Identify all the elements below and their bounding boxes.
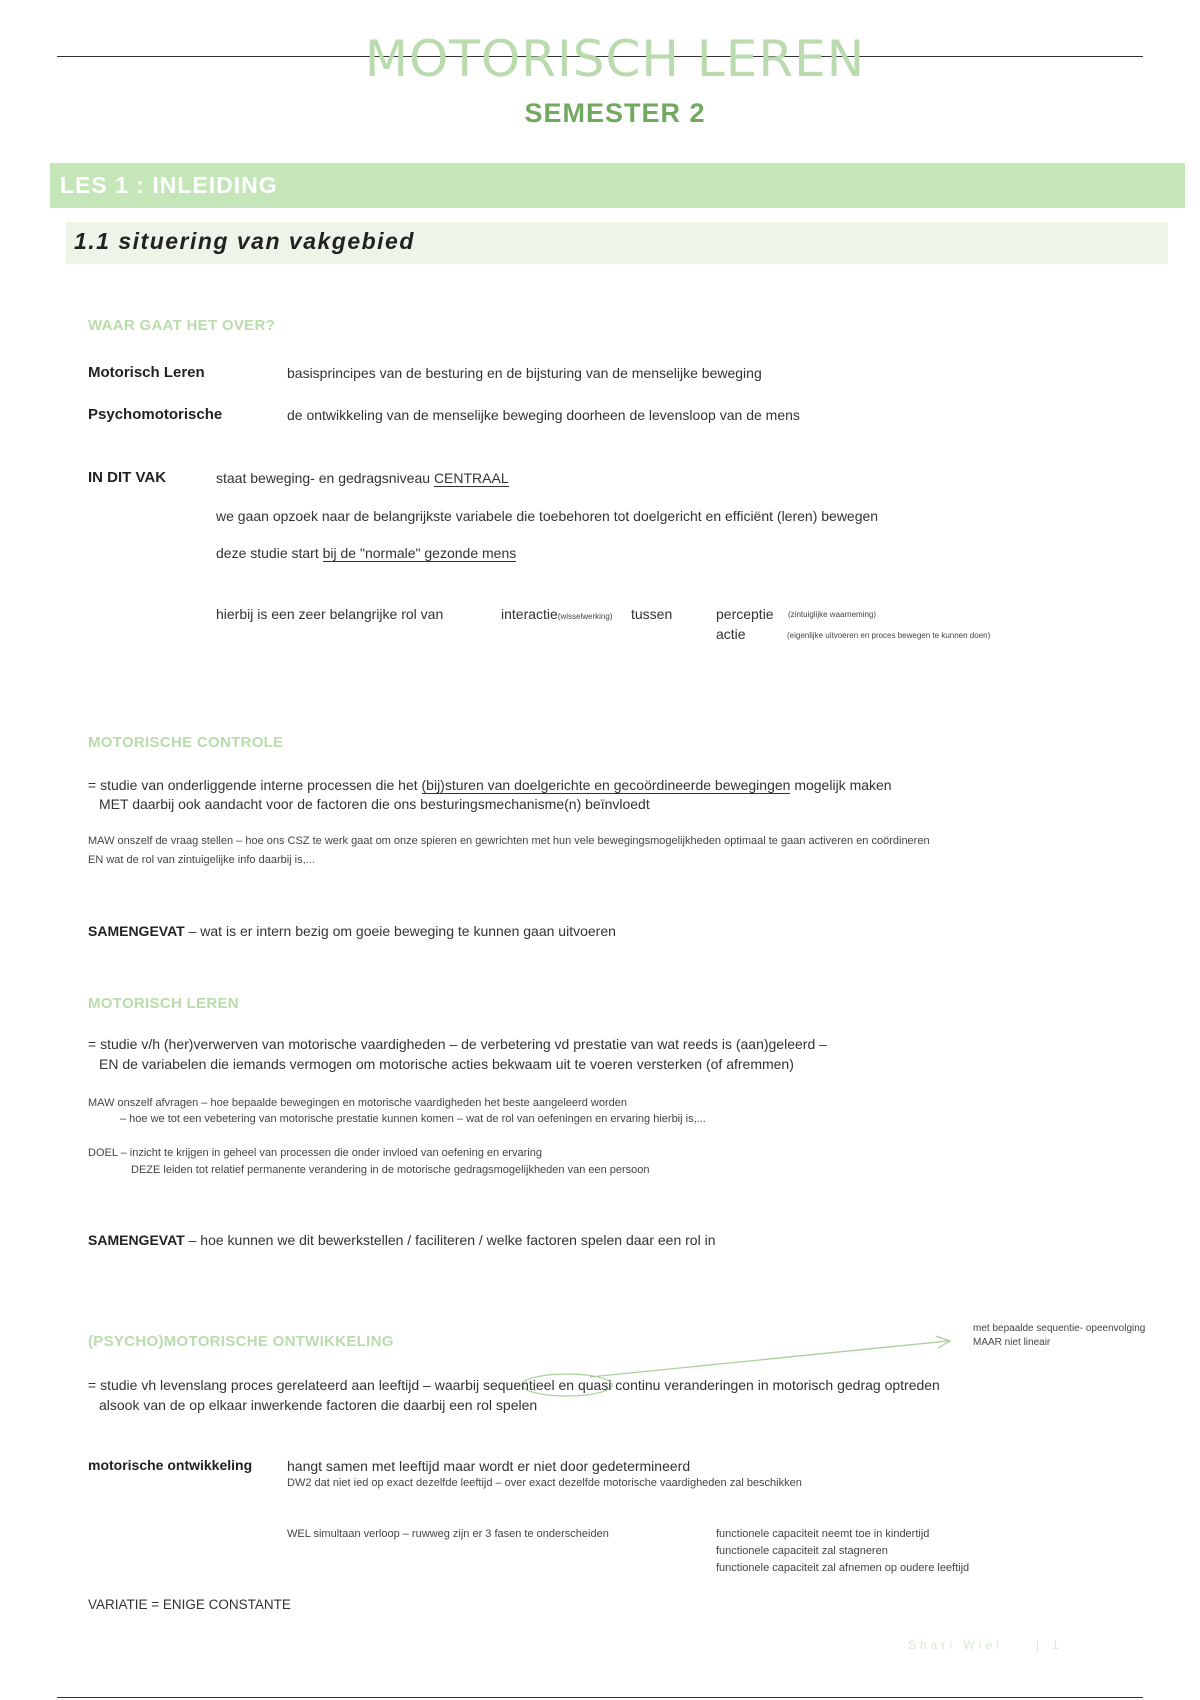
normale-mens-underlined: bij de "normale" gezonde mens [322,545,517,561]
actie-term: actie [716,626,746,642]
ontwikkeling-definition-2: alsook van de op elkaar inwerkende factoren die daarbij een rol spelen [99,1397,538,1413]
sequentie-note-2: MAAR niet lineair [973,1337,1051,1348]
section-heading-controle: MOTORISCHE CONTROLE [88,734,284,751]
fase-3: functionele capaciteit zal afnemen op oudere leeftijd [716,1562,970,1574]
footer-separator: | [1036,1638,1044,1652]
section-heading-ontwikkeling: (PSYCHO)MOTORISCHE ONTWIKKELING [88,1333,394,1350]
vak-line-3: deze studie start bij de "normale" gezonde mens [216,545,517,561]
section-heading-leren: MOTORISCH LEREN [88,995,239,1012]
fase-1: functionele capaciteit neemt toe in kindertijd [716,1528,930,1540]
perceptie-term: perceptie [716,606,774,622]
samengevat-label: SAMENGEVAT [88,1232,185,1248]
document-title: MOTORISCH LEREN [364,30,866,88]
sequentieel-circled: sequentieel [482,1377,555,1393]
controle-definition: = studie van onderliggende interne processen die het (bij)sturen van doelgerichte en gecoördineerde bewegingen mogelijk maken [88,777,892,793]
tussen-text: tussen [631,606,673,622]
perceptie-note: (zintuiglijke waarneming) [788,610,877,619]
section-heading-waar: WAAR GAAT HET OVER? [88,317,276,334]
leren-maw-2: – hoe we tot een vebetering van motorische prestatie kunnen komen – wat de rol van oefeningen en ervaring hierbij is,... [120,1113,706,1125]
fase-2: functionele capaciteit zal stagneren [716,1545,888,1557]
ontwikkeling-definition-1: = studie vh levenslang proces gerelateerd aan leeftijd – waarbij sequentieel en quasi continu veranderingen in motorisch gedrag optreden [88,1377,940,1393]
motorische-ontwikkeling-label: motorische ontwikkeling [88,1457,253,1473]
motorische-ontwikkeling-text: hangt samen met leeftijd maar wordt er niet door gedetermineerd [287,1458,691,1474]
footer-rule [57,1697,1143,1698]
bijsturen-underlined: (bij)sturen van doelgerichte en gecoördineerde bewegingen [421,777,791,793]
motorische-ontwikkeling-note: DW2 dat niet ied op exact dezelfde leeftijd – over exact dezelfde motorische vaardigheden zal beschikken [287,1477,802,1489]
actie-note: (eigenlijke uitvoeren en proces bewegen te kunnen doen) [787,631,991,640]
leren-definition-2: EN de variabelen die iemands vermogen om motorische acties bekwaam uit te voeren versterken (of afremmen) [99,1056,794,1072]
leren-definition-1: = studie v/h (her)verwerven van motorische vaardigheden – de verbetering vd prestatie van wat reeds is (aan)geleerd – [88,1036,827,1052]
footer-author: Shari Wiel [908,1638,1003,1652]
sequentie-note-1: met bepaalde sequentie- opeenvolging [973,1323,1146,1334]
controle-maw-1: MAW onszelf de vraag stellen – hoe ons CSZ te werk gaat om onze spieren en gewrichten met hun vele bewegingsmogelijkheden optimaal te gaan activeren en coördineren [88,835,930,847]
leren-summary: SAMENGEVAT – hoe kunnen we dit bewerkstellen / faciliteren / welke factoren spelen daar een rol in [88,1232,716,1248]
page-number: 1 [1052,1638,1063,1652]
document-subtitle: SEMESTER 2 [524,98,706,128]
interactie-term: interactie(wisselwerking) [501,606,613,622]
subsection-heading: 1.1 situering van vakgebied [74,228,415,254]
rol-text: hierbij is een zeer belangrijke rol van [216,606,444,622]
lesson-heading: LES 1 : INLEIDING [60,172,278,198]
desc-psychomotorische: de ontwikkeling van de menselijke beweging doorheen de levensloop van de mens [287,407,800,423]
leren-maw-1: MAW onszelf afvragen – hoe bepaalde bewegingen en motorische vaardigheden het beste aangeleerd worden [88,1097,627,1109]
centraal-underlined: CENTRAAL [433,470,509,486]
vak-label: IN DIT VAK [88,469,167,486]
wel-simultaan: WEL simultaan verloop – ruwweg zijn er 3 fasen te onderscheiden [287,1528,609,1540]
term-psychomotorische: Psychomotorische [88,406,223,423]
vak-line-1: staat beweging- en gedragsniveau CENTRAAL [216,470,509,486]
term-motorisch-leren: Motorisch Leren [88,364,205,381]
leren-doel-2: DEZE leiden tot relatief permanente verandering in de motorische gedragsmogelijkheden van een persoon [131,1164,650,1176]
interactie-note: (wisselwerking) [557,612,613,621]
desc-motorisch-leren: basisprincipes van de besturing en de bijsturing van de menselijke beweging [287,365,762,381]
controle-maw-2: EN wat de rol van zintuigelijke info daarbij is,... [88,854,315,866]
variatie-statement: VARIATIE = ENIGE CONSTANTE [88,1597,291,1612]
samengevat-label: SAMENGEVAT [88,923,185,939]
vak-line-2: we gaan opzoek naar de belangrijkste variabele die toebehoren tot doelgericht en efficiënt (leren) bewegen [216,508,879,524]
leren-doel-1: DOEL – inzicht te krijgen in geheel van processen die onder invloed van oefening en ervaring [88,1147,542,1159]
controle-definition-2: MET daarbij ook aandacht voor de factoren die ons besturingsmechanisme(n) beïnvloedt [99,796,650,812]
controle-summary: SAMENGEVAT – wat is er intern bezig om goeie beweging te kunnen gaan uitvoeren [88,923,616,939]
